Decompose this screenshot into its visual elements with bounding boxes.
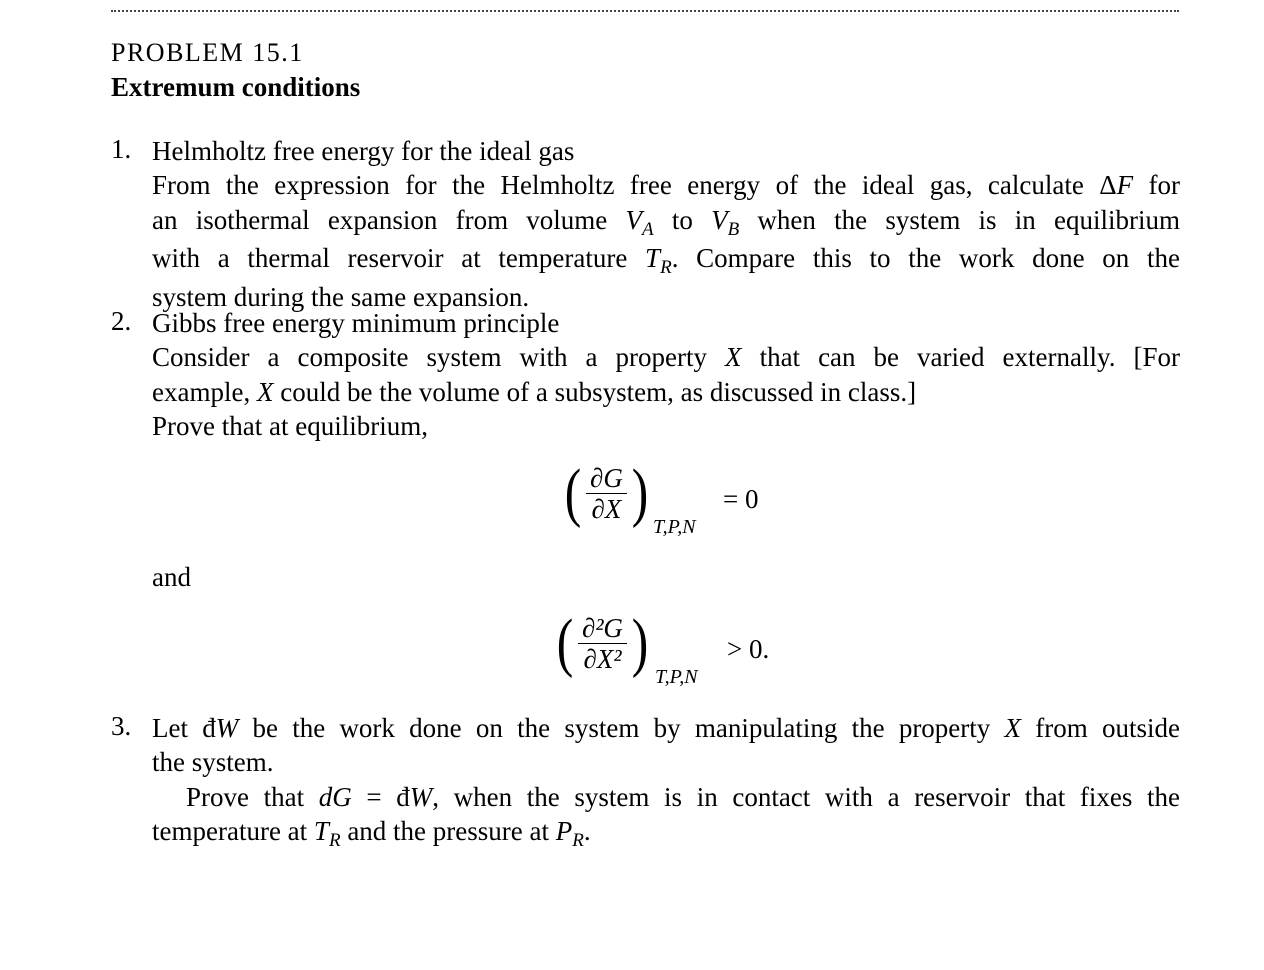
item-1-heading: Helmholtz free energy for the ideal gas [152, 136, 575, 166]
eq1-denominator: ∂X [591, 493, 622, 524]
left-paren: ( [564, 456, 582, 529]
eq1-numerator: ∂G [589, 462, 623, 493]
item-1-number: 1. [111, 134, 132, 164]
item-3-line-4: temperature at $T_R$ and the pressure at $P_R$. [152, 816, 591, 852]
item-2-number: 2. [111, 306, 132, 336]
item-2-line-2: example, X could be the volume of a subsystem, as discussed in class.] [152, 376, 917, 407]
problem-title: Extremum conditions [111, 72, 361, 102]
eq1-subscript: T,P,N [653, 516, 696, 538]
item-2-line-3: Prove that at equilibrium, [152, 411, 428, 442]
equation-1 [562, 456, 651, 529]
item-3-line-1: Let đW be the work done on the system by manipulating the property X from outside [152, 713, 1180, 743]
item-2-heading: Gibbs free energy minimum principle [152, 308, 560, 338]
eq2-denominator: ∂X² [583, 643, 622, 674]
problem-label: PROBLEM 15.1 [111, 38, 304, 67]
item-3-line-2: the system. [152, 747, 274, 778]
top-dotted-rule [111, 10, 1179, 12]
fraction-1 [586, 463, 627, 524]
item-3-body [152, 711, 1180, 853]
right-paren: ) [631, 606, 649, 679]
item-3-number: 3. [111, 711, 132, 741]
item-2-body [152, 306, 1180, 444]
item-2-line-1: Consider a composite system with a property X that can be varied externally. [For [152, 342, 1180, 373]
item-1-line-1: From the expression for the Helmholtz free energy of the ideal gas, calculate ΔF for [152, 170, 1180, 201]
equation-2 [554, 606, 651, 679]
fraction-2 [578, 613, 627, 674]
connector-and: and [152, 562, 191, 592]
item-1-body [152, 134, 1180, 314]
eq2-numerator: ∂²G [581, 612, 623, 643]
eq2-subscript: T,P,N [655, 666, 698, 688]
eq1-rhs: = 0 [723, 484, 759, 514]
item-1-line-4: system during the same expansion. [152, 281, 530, 312]
item-1-line-3: with a thermal reservoir at temperature $T_R$. Compare this to the work done on the [152, 243, 1180, 279]
left-paren: ( [556, 606, 574, 679]
item-1-line-2: an isothermal expansion from volume $V_A$ to $V_B$ when the system is in equilibrium [152, 204, 1180, 240]
eq2-rhs: > 0. [727, 634, 770, 664]
right-paren: ) [631, 456, 649, 529]
item-3-line-3: Prove that dG = đW, when the system is in contact with a reservoir that fixes the [186, 781, 1181, 812]
